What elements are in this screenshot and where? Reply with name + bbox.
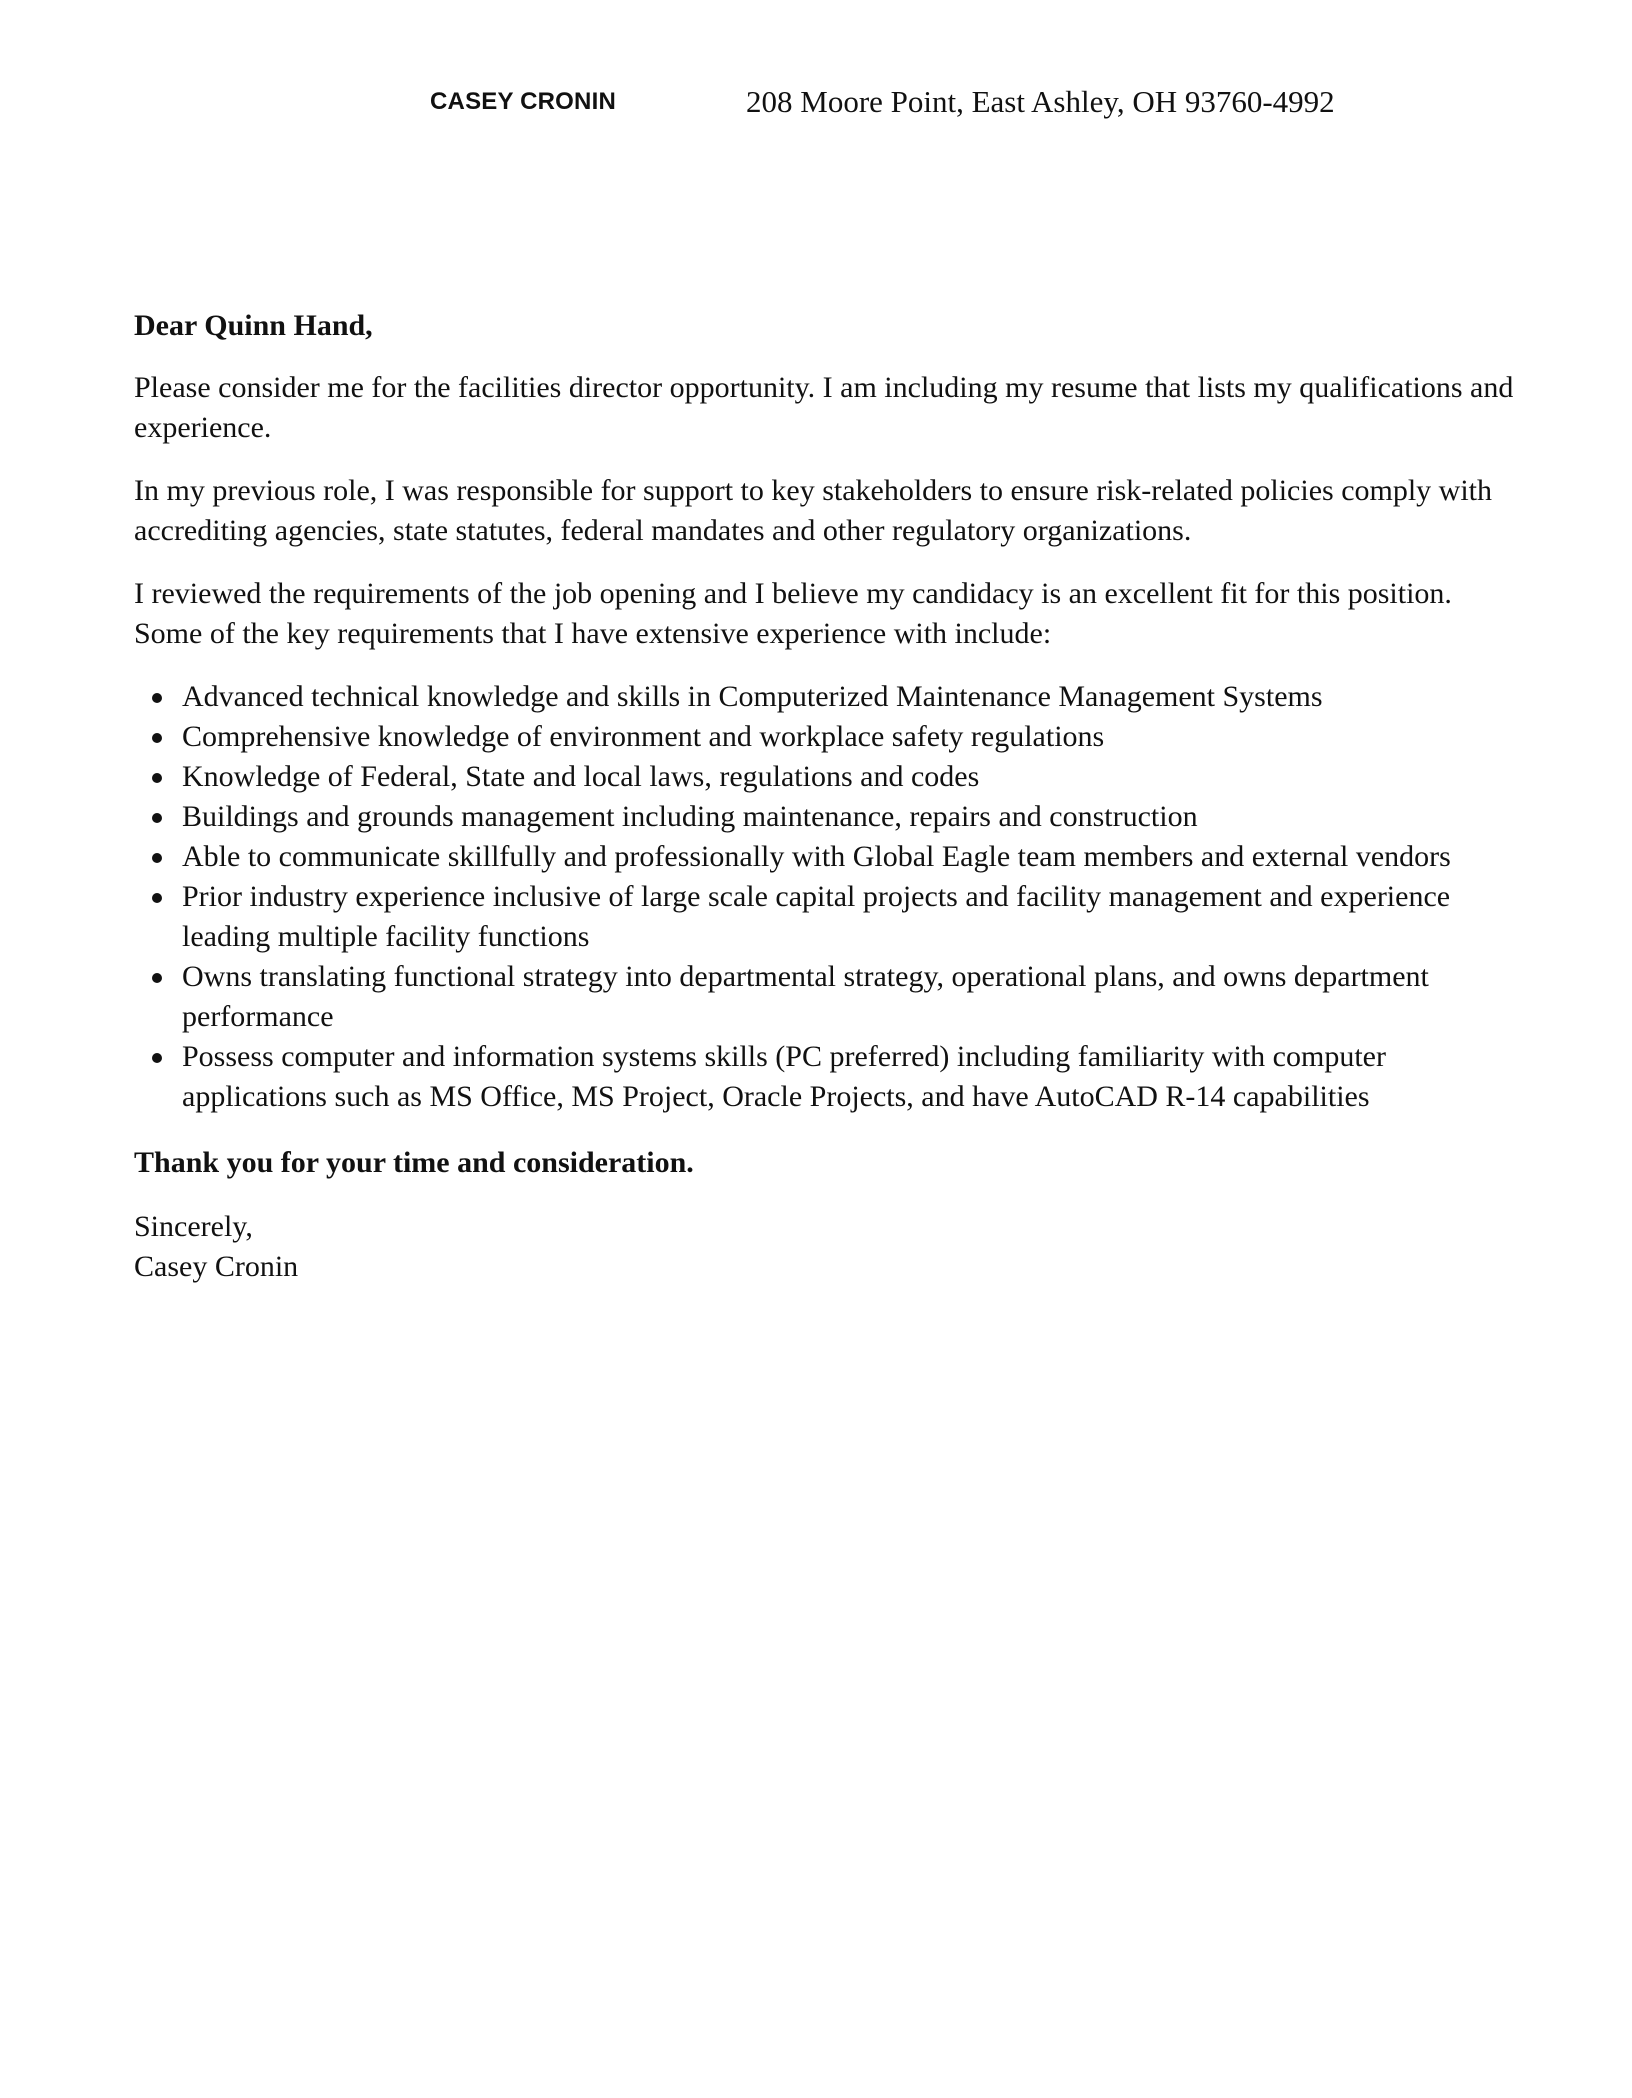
paragraph-requirements-intro: I reviewed the requirements of the job opening and I believe my candidacy is an excellent fit for this position. Some of the key requirements that I have extensive experience with include: xyxy=(134,577,1452,650)
letterhead xyxy=(0,84,1632,124)
list-item xyxy=(134,717,1514,757)
list-item xyxy=(134,957,1514,1037)
bullet-icon xyxy=(152,813,162,823)
list-item xyxy=(134,837,1514,877)
signoff: Sincerely, xyxy=(134,1210,253,1243)
list-item-text: Advanced technical knowledge and skills in Computerized Maintenance Management Systems xyxy=(182,680,1323,713)
list-item-text: Owns translating functional strategy into departmental strategy, operational plans, and owns department performance xyxy=(182,960,1429,1033)
sender-address: 208 Moore Point, East Ashley, OH 93760-4992 xyxy=(746,84,1335,119)
list-item-text: Comprehensive knowledge of environment and workplace safety regulations xyxy=(182,720,1105,753)
bullet-icon xyxy=(152,1053,162,1063)
list-item xyxy=(134,877,1514,957)
bullet-icon xyxy=(152,693,162,703)
letter-body xyxy=(134,306,1514,1287)
bullet-icon xyxy=(152,853,162,863)
bullet-icon xyxy=(152,893,162,903)
list-item-text: Able to communicate skillfully and professionally with Global Eagle team members and external vendors xyxy=(182,840,1451,873)
bullet-icon xyxy=(152,973,162,983)
list-item-text: Possess computer and information systems skills (PC preferred) including familiarity with computer applications such as MS Office, MS Project, Oracle Projects, and have AutoCAD R-14 capabilities xyxy=(182,1040,1386,1113)
list-item xyxy=(134,1037,1514,1117)
list-item xyxy=(134,797,1514,837)
list-item xyxy=(134,677,1514,717)
requirements-list xyxy=(134,677,1514,1117)
paragraph-intro: Please consider me for the facilities director opportunity. I am including my resume that lists my qualifications and experience. xyxy=(134,371,1514,444)
signature-name: Casey Cronin xyxy=(134,1250,299,1283)
list-item-text: Prior industry experience inclusive of large scale capital projects and facility management and experience leading multiple facility functions xyxy=(182,880,1451,953)
closing-line: Thank you for your time and consideration. xyxy=(134,1146,694,1179)
list-item-text: Buildings and grounds management including maintenance, repairs and construction xyxy=(182,800,1198,833)
bullet-icon xyxy=(152,733,162,743)
list-item xyxy=(134,757,1514,797)
bullet-icon xyxy=(152,773,162,783)
paragraph-previous-role: In my previous role, I was responsible for support to key stakeholders to ensure risk-related policies comply with accrediting agencies, state statutes, federal mandates and other regulatory organizations. xyxy=(134,474,1493,547)
list-item-text: Knowledge of Federal, State and local laws, regulations and codes xyxy=(182,760,980,793)
sender-name: CASEY CRONIN xyxy=(430,88,616,115)
salutation: Dear Quinn Hand, xyxy=(134,309,373,342)
